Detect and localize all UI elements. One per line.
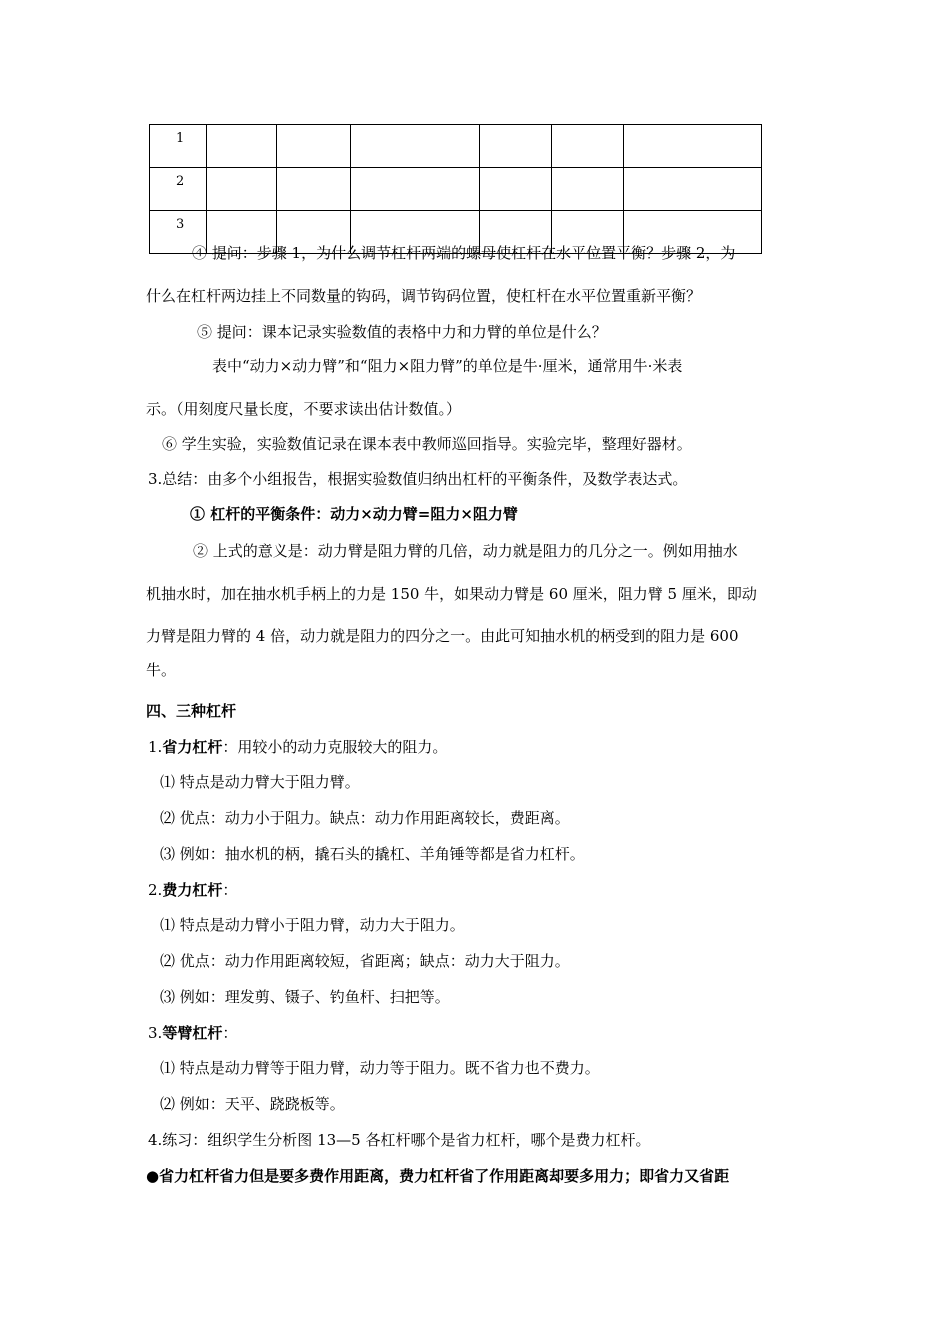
lever-type-1: 1.省力杠杆：用较小的动力克服较大的阻力。 bbox=[148, 738, 448, 756]
lever-type-title: 等臂杠杆 bbox=[162, 1024, 223, 1042]
data-table bbox=[149, 124, 762, 254]
question-4-line-2: 什么在杠杆两边挂上不同数量的钩码，调节钩码位置，使杠杆在水平位置重新平衡？ bbox=[146, 287, 702, 305]
unit-explanation-line-1: 表中“动力×动力臂”和“阻力×阻力臂”的单位是牛·厘米，通常用牛·米表 bbox=[212, 357, 683, 375]
meaning-line-3: 力臂是阻力臂的 4 倍，动力就是阻力的四分之一。由此可知抽水机的柄受到的阻力是 600 bbox=[146, 627, 739, 645]
lever-2-feature: ⑴ 特点是动力臂小于阻力臂，动力大于阻力。 bbox=[160, 916, 465, 934]
question-6: ⑥ 学生实验，实验数值记录在课本表中教师巡回指导。实验完毕，整理好器材。 bbox=[162, 435, 692, 453]
lever-3-examples: ⑵ 例如：天平、跷跷板等。 bbox=[160, 1095, 345, 1113]
unit-explanation-line-2: 示。（用刻度尺量长度，不要求读出估计数值。） bbox=[146, 400, 462, 418]
meaning-line-4: 牛。 bbox=[146, 661, 177, 679]
lever-2-pros-cons: ⑵ 优点：动力作用距离较短，省距离；缺点：动力大于阻力。 bbox=[160, 952, 570, 970]
lever-type-3: 3.等臂杠杆： bbox=[148, 1024, 238, 1042]
meaning-line-1: ② 上式的意义是：动力臂是阻力臂的几倍，动力就是阻力的几分之一。例如用抽水 bbox=[193, 542, 738, 560]
final-note: ●省力杠杆省力但是要多费作用距离，费力杠杆省了作用距离却要多用力；即省力又省距 bbox=[146, 1167, 730, 1185]
section-heading: 四、三种杠杆 bbox=[146, 702, 237, 720]
row-number: 1 bbox=[150, 125, 207, 168]
lever-3-feature: ⑴ 特点是动力臂等于阻力臂，动力等于阻力。既不省力也不费力。 bbox=[160, 1059, 600, 1077]
balance-condition: ① 杠杆的平衡条件：动力×动力臂=阻力×阻力臂 bbox=[190, 505, 518, 523]
row-number: 2 bbox=[150, 168, 207, 211]
lever-1-pros-cons: ⑵ 优点：动力小于阻力。缺点：动力作用距离较长，费距离。 bbox=[160, 809, 570, 827]
lever-2-examples: ⑶ 例如：理发剪、镊子、钓鱼杆、扫把等。 bbox=[160, 988, 450, 1006]
lever-type-title: 省力杠杆 bbox=[162, 738, 223, 756]
summary-line: 3.总结：由多个小组报告，根据实验数值归纳出杠杆的平衡条件，及数学表达式。 bbox=[148, 470, 688, 488]
meaning-line-2: 机抽水时，加在抽水机手柄上的力是 150 牛，如果动力臂是 60 厘米，阻力臂 5 厘米，即动 bbox=[146, 585, 757, 603]
question-5: ⑤ 提问：课本记录实验数值的表格中力和力臂的单位是什么？ bbox=[197, 323, 607, 341]
lever-1-feature: ⑴ 特点是动力臂大于阻力臂。 bbox=[160, 773, 360, 791]
lever-type-title: 费力杠杆 bbox=[162, 881, 223, 899]
practice-line: 4.练习：组织学生分析图 13—5 各杠杆哪个是省力杠杆，哪个是费力杠杆。 bbox=[148, 1131, 651, 1149]
lever-1-examples: ⑶ 例如：抽水机的柄，撬石头的撬杠、羊角锤等都是省力杠杆。 bbox=[160, 845, 585, 863]
row-number: 3 bbox=[150, 211, 207, 254]
question-4-line-1: ④ 提问：步骤 1，为什么调节杠杆两端的螺母使杠杆在水平位置平衡？步骤 2，为 bbox=[192, 244, 736, 262]
table-row bbox=[150, 168, 762, 211]
lever-type-2: 2.费力杠杆： bbox=[148, 881, 238, 899]
table-row bbox=[150, 125, 762, 168]
